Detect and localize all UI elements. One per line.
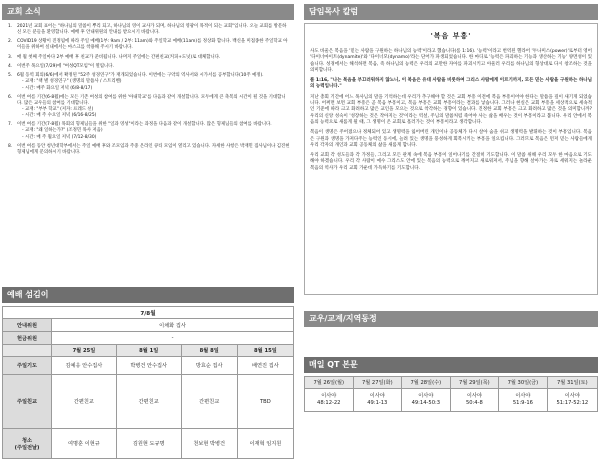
date-header: 8월 1일	[116, 345, 181, 357]
qt-passage: 이사야 49:1-13	[353, 389, 402, 412]
qt-date: 7월 27일(화)	[353, 377, 402, 389]
news-item: 1. 2021년 교회 표어는 "하나님의 말씀이 뿌리 되고, 하나님의 영이 교사가 되며, 하나님의 영광이 목적이 되는 교회"입니다. 오늘 교회를 방문하신 모든 분들을 환영합니다. 예배 후 안내위원의 안내를 받으시기 바랍니다.	[8, 24, 287, 36]
qt-passage: 이사야 51:17-52:12	[547, 389, 597, 412]
qt-date: 7월 31일(토)	[547, 377, 597, 389]
qt-section-header: 매일 QT 본문	[304, 357, 598, 373]
column-section-header: 담임목사 칼럼	[304, 4, 598, 20]
right-column	[304, 4, 598, 412]
row-label: 주일기도	[3, 357, 52, 375]
qt-date: 7월 26일(월)	[305, 377, 354, 389]
row-cell: 김원현 도규명	[116, 429, 181, 459]
row-cell: TBD	[237, 375, 293, 429]
row-cell: 김예응 안수집사	[52, 357, 117, 375]
news-item: 7. 이번 여름 기간(7-8월) 목회의 형제님들을 위한 "일과 영성"이라는 과정을 다음과 같이 개설합니다. 많은 형제님들의 참여를 바랍니다. - 교재: "왜 일하는가?" (조정민 목사 저음) - 시간: 매 주 월요일 저녁 (7/12-8/30)	[8, 122, 272, 140]
row-cell: 배연진 집사	[237, 357, 293, 375]
news-item: 4. 이번주 목요일(7/29)에 "여성QT모임"이 열립니다.	[8, 64, 114, 70]
row-cell: 방효순 집사	[181, 357, 237, 375]
row-cell: 천보현 박병건	[181, 429, 237, 459]
news-list	[2, 20, 294, 282]
offering-value: -	[52, 332, 294, 345]
pastor-column	[304, 23, 598, 295]
links-body	[304, 327, 598, 353]
essay-paragraph: 지난 총회 기간에 어느 목사님의 말을 기억하는데 우리가 추구해야 할 것은 교회 부흥 이전에 복음 부흥이어야 한다는 말씀을 깊이 새기게 되었습니다. 어쩌면 보면 교회 부흥은 곧 복음 부흥이고, 복음 부흥은 교회 부흥이라는 결과를 낳습니다. 그러나 현실은 교회 부흥을 세상적으로 세속적인 기준에 따라 크고 화려하고 많은 교인을 모으는 것으로 착각하는 경향이 있습니다. 진정한 교회 부흥은 크고 화려하고 많은 것을 의미합니까? 우리의 신앙 성숙이 '성장하는 것은 작아지는 것'이라는 역설, 주님의 말씀처럼 죽어야 사는 삶을 배우는 것이 부흥이라고 봅니다. 우리 안에서 복음의 능력으로 새롭게 될 때, 그 생명이 온 교회로 흘러가는 것이 부흥이라고 생각합니다.	[310, 94, 592, 125]
qt-passage: 이사야 51:9-16	[499, 389, 548, 412]
date-header: 7월 25일	[52, 345, 117, 357]
service-month: 7/8월	[3, 307, 294, 319]
essay-paragraph: 복음이 생명은 주어졌으나 정체되어 있고 생명력을 잃어버린 개인이나 공동체가 다시 살아 숨을 쉬고 생명력을 발휘하는 것이 부흥입니다. 복음은 구원과 생명을 가져다주는 능력인 동시에, 늘려 있는 생명을 풍성하게 회복시키는 부흥을 일으킵니다. 그러므로 복음은 먼저 믿는 사람들에게 우리 각자의 개인과 교회 공동체의 삶을 새롭게 합니다.	[310, 130, 592, 148]
row-cell: 여명훈 이현규	[52, 429, 117, 459]
offering-label: 헌금위원	[3, 332, 52, 345]
essay-paragraph: 우리 교회 각 성도들과 각 가정들, 그리고 모든 관계 속에 복음 부흥이 일어나기를 간절히 기도합니다. 이 말씀 위해 우리 모두 한 마음으로 기도해야 하겠습니다. 우리 각 사람이 예수 그리스도 안에 있는 복음의 능력으로 깨어지고 새로워져서, 주님을 향해 살아가는 자로 세워지는 놀라운 복음의 역사가 우리 교회 가운데 가득하기를 기도합니다.	[310, 153, 592, 171]
row-label: 청소 (주일전날)	[3, 429, 52, 459]
qt-passage: 이사야 49:14-50:3	[402, 389, 451, 412]
qt-date: 7월 28일(수)	[402, 377, 451, 389]
links-section-header: 교우/교계/지역동정	[304, 311, 598, 327]
news-item: 2. COVID19 상황이 진정됨에 따라 주일 예배(1부: 9am / 2부: 11am)와 주일학교 예배(11am)를 정상화 합니다. 백신을 미접종한 주일학교 아이들을 위하여 실내에서는 마스크를 착용해 주시기 바랍니다.	[8, 39, 288, 51]
row-label: 주일친교	[3, 375, 52, 429]
usher-label: 안내위원	[3, 319, 52, 332]
news-item: 6. 이번 여름 기간(6-8월)에는 모든 기존 여성의 참여를 위한 '아내학교'를 다음과 같이 개설합니다. 모두에게 큰 축복의 시간이 될 것을 기대합니다. 많은 교우들의 참여를 기대합니다. - 교재: "부부 학교" (저자: 프레드 선) - 시간: 매 주 수요일 저녁 (6/16-8/25)	[8, 94, 286, 119]
table-row	[305, 389, 598, 412]
table-row	[3, 429, 294, 459]
qt-date: 7월 30일(금)	[499, 377, 548, 389]
qt-passage: 이사야 48:12-22	[305, 389, 354, 412]
table-row	[305, 377, 598, 389]
row-cell: 박병건 안수집사	[116, 357, 181, 375]
date-header: 8월 8일	[181, 345, 237, 357]
date-header-blank	[3, 345, 52, 357]
news-item: 5. 6월 동역 회의(6/6)에서 확정된 "52주 성경연구"가 재개되었습니다. 이번에는 구약의 역사서와 시가서를 공부합니다(10주 예정). - 교재: "책 별 성경연구" (생명의 말씀사 / 스트리벤) - 시간: 매주 화요일 저녁 (6/8-8/17)	[8, 73, 264, 91]
news-item: 8. 이번 여름 동안 청년대학부에서는 주일 예배 후와 조모임과 주중 온라인 큐티 모임이 열리고 있습니다. 자세한 사항은 박재민 집사님이나 김진현 형제님에게 문의하시기 바랍니다.	[8, 143, 290, 155]
qt-passage: 이사야 50:4-8	[450, 389, 499, 412]
row-cell: 간편친교	[116, 375, 181, 429]
news-item: 3. 매 월 첫째 주일마다 2부 예배 후 친교가 준비됩니다. 나머지 주일에는 간편친교(커피+도넛)로 대체합니다.	[8, 54, 221, 60]
left-column	[2, 4, 294, 459]
row-cell: 이재혁 임지원	[237, 429, 293, 459]
qt-table	[304, 376, 598, 412]
essay-verse: 롬 1:16, "나는 복음을 부끄러워하지 않노니, 이 복음은 유대 사람을 비롯하여 그리스 사람에게 이르기까지, 모든 믿는 사람을 구원하는 하나님의 능력입니다."	[310, 78, 592, 90]
news-section-header: 교회 소식	[2, 4, 294, 20]
usher-value: 이채화 집사	[52, 319, 294, 332]
essay-title: '복음 부흥'	[430, 32, 472, 40]
row-cell: 간편친교	[52, 375, 117, 429]
service-table	[2, 306, 294, 459]
date-header: 8월 15일	[237, 345, 293, 357]
table-row	[3, 375, 294, 429]
qt-date: 7월 29일(목)	[450, 377, 499, 389]
row-cell: 간편친교	[181, 375, 237, 429]
essay-paragraph: 사도 바울은 복음을 '믿는 사람을 구원하는 하나님의 능력'이라고 했습니다(롬 1:16). '능력'이라고 번역된 헬라어 '두나미스(power)'로부터 영어 '다이너마이트(dynamite)'와 '다이너모(dynamo)'라는 단어가 파생되었습니다. 한 마디로 '능력은 파괴하는 기능과 생산하는 기능' 양면성이 있습니다. 성경에서는 해석하면 복음, 즉 하나님의 능력은 우리의 교만한 자아를 파괴시키고 아울러 우리를 하나님의 형상대로 다시 창조하는 것을 의미합니다.	[310, 49, 592, 73]
table-row	[3, 357, 294, 375]
service-section-header: 예배 섬김이	[2, 287, 294, 303]
